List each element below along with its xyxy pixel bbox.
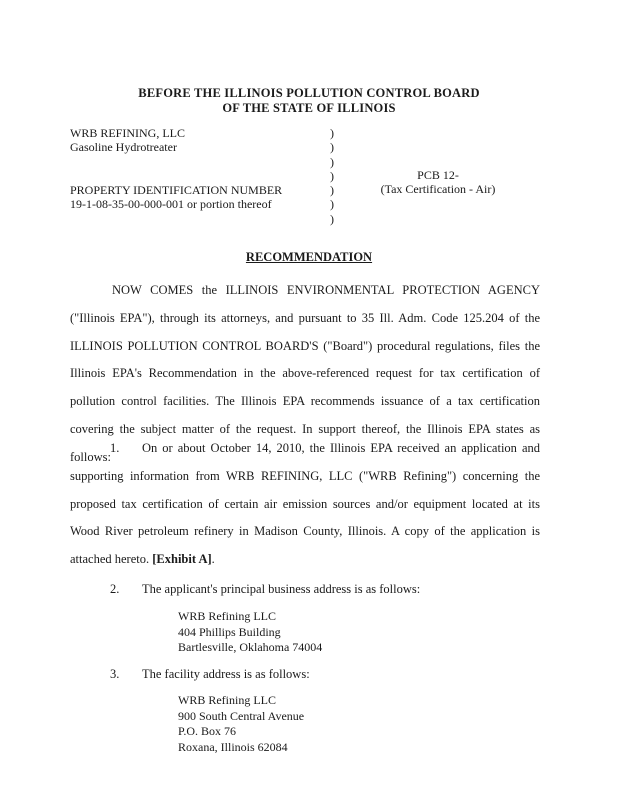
item-1-text: On or about October 14, 2010, the Illinois EPA received an application and supporting information from WRB REFINING, LLC ("WRB Refining") concerning the proposed tax certification of certain air emission sources and/or equipment located at its Wood River petroleum refinery in Madison County, Illinois. A copy of the application is attached hereto. bbox=[70, 441, 540, 567]
paren: ) bbox=[330, 140, 334, 155]
property-id-label: PROPERTY IDENTIFICATION NUMBER bbox=[70, 182, 283, 197]
board-title bbox=[0, 86, 618, 116]
address-line: Roxana, Illinois 62084 bbox=[178, 739, 288, 754]
item-2-number: 2. bbox=[110, 582, 120, 596]
item-1 bbox=[70, 435, 540, 574]
petitioner-name: WRB REFINING, LLC bbox=[70, 126, 185, 140]
item-1-tail: . bbox=[211, 552, 215, 567]
principal-business-address bbox=[178, 609, 322, 656]
paren: ) bbox=[330, 183, 334, 198]
item-2-text: The applicant's principal business address is as follows: bbox=[142, 582, 421, 596]
item-3 bbox=[70, 667, 540, 682]
intro-paragraph: NOW COMES the ILLINOIS ENVIRONMENTAL PROTECTION AGENCY ("Illinois EPA"), through its attorneys, and pursuant to 35 Ill. Adm. Code 125.204 of the ILLINOIS POLLUTION CONTROL BOARD'S ("Board") procedural regulations, files the Illinois EPA's Recommendation in the above-referenced request for tax certification of pollution control facilities. The Illinois EPA recommends issuance of a tax certification covering the subject matter of the request. In support thereof, the Illinois EPA states as follows: bbox=[70, 283, 540, 464]
case-number: PCB 12- bbox=[417, 168, 459, 182]
item-1-number: 1. bbox=[110, 441, 120, 455]
address-line: WRB Refining LLC bbox=[178, 693, 276, 707]
board-title-line-2: OF THE STATE OF ILLINOIS bbox=[222, 101, 396, 115]
document-heading: RECOMMENDATION bbox=[245, 250, 373, 264]
item-3-text: The facility address is as follows: bbox=[142, 667, 310, 681]
facility-address bbox=[178, 693, 304, 755]
caption-spacer bbox=[70, 155, 320, 183]
address-line: WRB Refining LLC bbox=[178, 609, 276, 623]
address-line: P.O. Box 76 bbox=[178, 724, 237, 738]
board-title-line-1: BEFORE THE ILLINOIS POLLUTION CONTROL BOARD bbox=[138, 86, 480, 100]
address-line: Bartlesville, Oklahoma 74004 bbox=[178, 640, 323, 654]
address-line: 900 South Central Avenue bbox=[178, 708, 305, 723]
paren: ) bbox=[330, 211, 334, 226]
property-id-value: 19-1-08-35-00-000-001 or portion thereof bbox=[70, 196, 272, 211]
item-3-number: 3. bbox=[110, 667, 120, 681]
caption-parentheses bbox=[330, 126, 340, 226]
paren: ) bbox=[330, 197, 334, 212]
caption-parties bbox=[70, 126, 320, 211]
paren: ) bbox=[330, 154, 334, 169]
exhibit-reference: [Exhibit A] bbox=[152, 552, 212, 567]
address-line: 404 Phillips Building bbox=[178, 624, 281, 639]
item-2 bbox=[70, 582, 540, 597]
case-info bbox=[358, 168, 518, 197]
paren: ) bbox=[330, 168, 334, 183]
paren: ) bbox=[330, 126, 334, 140]
case-type: (Tax Certification - Air) bbox=[380, 182, 496, 197]
petitioner-unit: Gasoline Hydrotreater bbox=[70, 140, 177, 155]
